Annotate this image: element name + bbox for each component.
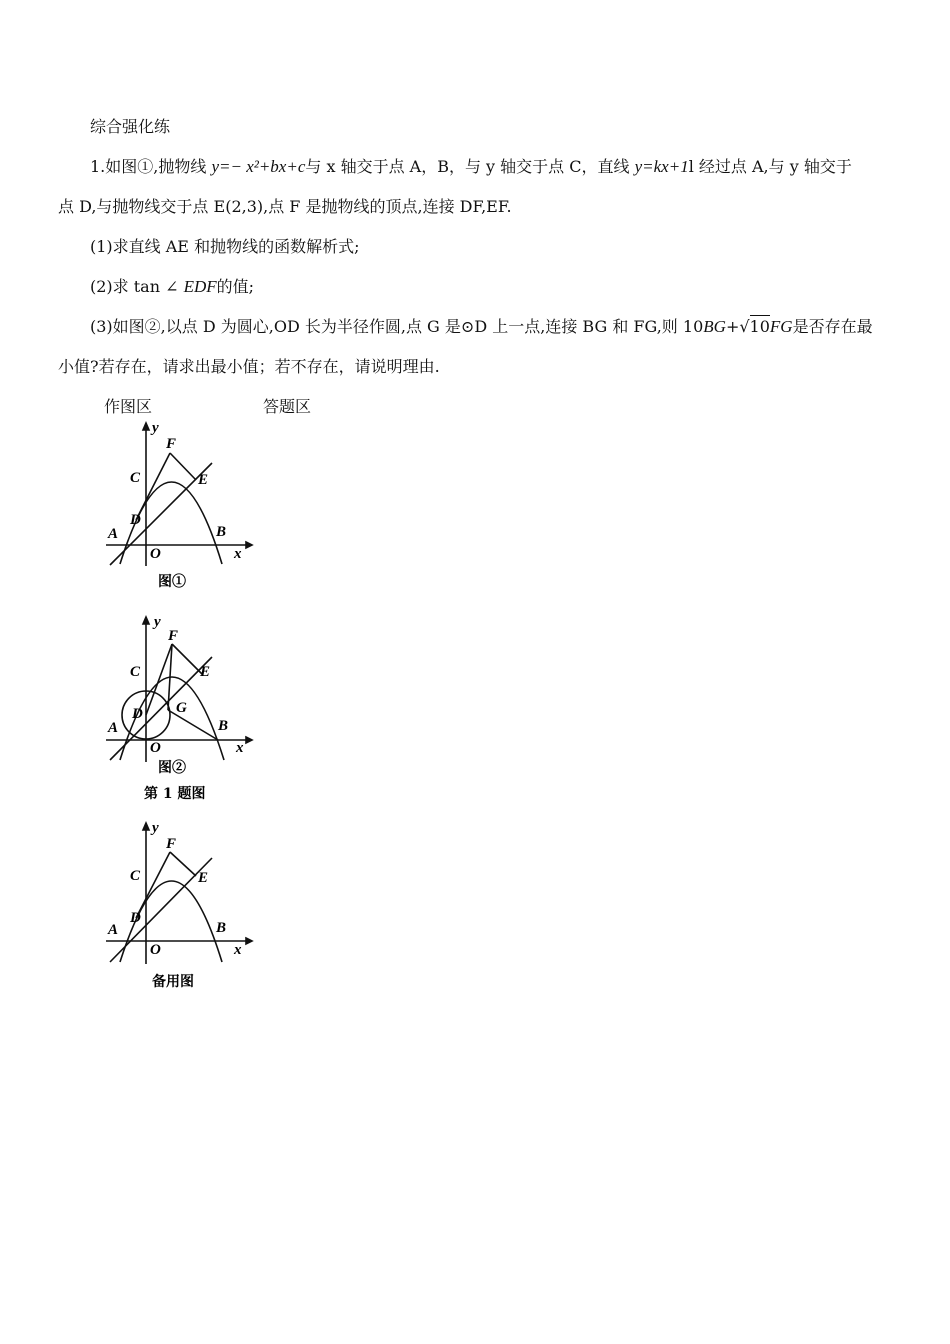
label-y: y <box>152 420 159 436</box>
label-f: F <box>166 836 177 852</box>
label-g: G <box>176 700 187 716</box>
answer-area-label: 答题区 <box>263 397 312 416</box>
label-b: B <box>218 718 229 734</box>
figure-2 <box>100 612 260 812</box>
label-d: D <box>132 706 143 722</box>
text: (2)求 tan ∠ <box>90 277 184 296</box>
text: 的值; <box>216 277 255 296</box>
sqrt-value: 10 <box>749 317 770 336</box>
coef: 10 <box>682 317 704 336</box>
label-e: E <box>200 664 211 680</box>
segment-fg: FG <box>769 317 793 336</box>
label-a: A <box>108 922 119 938</box>
question-2 <box>90 277 254 297</box>
label-c: C <box>130 470 141 486</box>
label-f: F <box>168 628 179 644</box>
caption-figure-group: 第 1 题图 <box>144 786 206 802</box>
label-b: B <box>216 524 227 540</box>
label-e: E <box>198 870 209 886</box>
label-c: C <box>130 664 141 680</box>
question-1: (1)求直线 AE 和抛物线的函数解析式; <box>90 237 360 256</box>
label-e: E <box>198 472 209 488</box>
label-c: C <box>130 868 141 884</box>
draw-area-label: 作图区 <box>104 397 153 416</box>
label-x: x <box>234 942 242 958</box>
label-a: A <box>108 526 119 542</box>
text: 与 x 轴交于点 A，B，与 y 轴交于点 C，直线 <box>305 157 635 176</box>
text: (3)如图②,以点 D 为圆心,OD 长为半径作圆,点 G 是⊙D 上一点,连接 BG 和 FG,则 <box>90 317 683 336</box>
label-y: y <box>154 614 161 630</box>
problem-line-2: 点 D,与抛物线交于点 E(2,3),点 F 是抛物线的顶点,连接 DF,EF. <box>58 197 512 216</box>
figure-1 <box>100 418 260 598</box>
caption-backup-figure: 备用图 <box>152 974 194 990</box>
label-x: x <box>234 546 242 562</box>
figure-backup <box>100 818 260 998</box>
label-o: O <box>150 740 161 756</box>
label-a: A <box>108 720 119 736</box>
problem-line-1 <box>90 157 852 177</box>
line-equation: y=kx+1 <box>634 157 689 176</box>
angle-name: EDF <box>183 277 217 296</box>
caption-figure-1: 图① <box>158 574 186 590</box>
question-3-line-2: 小值?若存在，请求出最小值；若不存在，请说明理由. <box>58 357 440 376</box>
question-3 <box>90 317 873 337</box>
text: 1.如图①,抛物线 <box>90 157 212 176</box>
label-d: D <box>130 910 141 926</box>
label-f: F <box>166 436 177 452</box>
segment-bg: BG <box>703 317 726 336</box>
text: l 经过点 A,与 y 轴交于 <box>688 157 852 176</box>
label-b: B <box>216 920 227 936</box>
label-o: O <box>150 546 161 562</box>
heading: 综合强化练 <box>90 117 171 136</box>
label-y: y <box>152 820 159 836</box>
caption-figure-2: 图② <box>158 760 186 776</box>
label-d: D <box>130 512 141 528</box>
label-o: O <box>150 942 161 958</box>
text: 是否存在最 <box>792 317 873 336</box>
plus-sqrt: +√ <box>725 317 750 336</box>
parabola-equation: y=− x²+bx+c <box>211 157 306 176</box>
label-x: x <box>236 740 244 756</box>
